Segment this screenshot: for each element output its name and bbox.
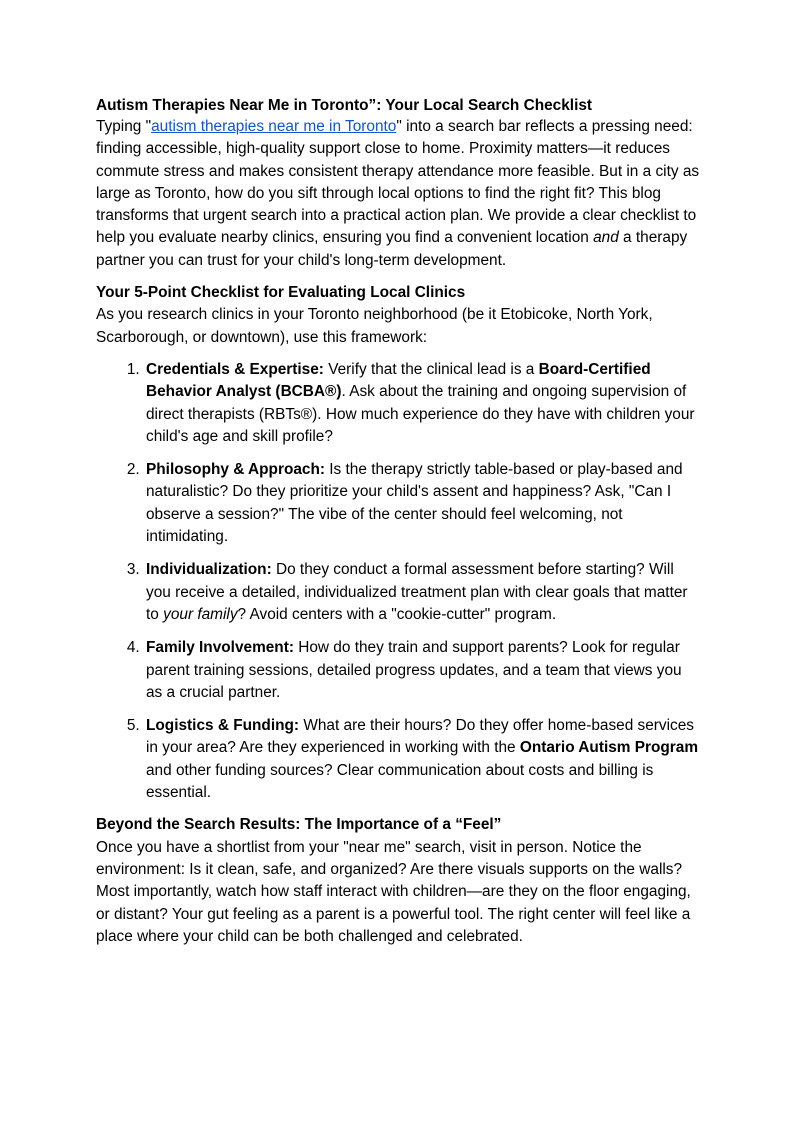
item-text: What are their hours? Do they offer home-based services in your area? Are they experienced in working with the <box>146 717 694 757</box>
item-emphasis: your family <box>163 605 238 623</box>
intro-emphasis: and <box>593 229 619 247</box>
intro-paragraph <box>96 116 702 272</box>
checklist-heading: Your 5-Point Checklist for Evaluating Local Clinics <box>96 284 466 302</box>
item-text: . Ask about the training and ongoing supervision of direct therapists (RBTs®). How much experience do they have with children your child's age and skill profile? <box>146 383 695 445</box>
item-bold: Ontario Autism Program <box>519 739 699 757</box>
item-bold: Board-Certified Behavior Analyst (BCBA®) <box>146 360 651 401</box>
checklist-item-logistics <box>144 715 702 804</box>
item-text: ? Avoid centers with a "cookie-cutter" program. <box>237 605 557 623</box>
search-term-link[interactable]: autism therapies near me in Toronto <box>151 118 397 135</box>
item-label: Credentials & Expertise: <box>146 360 324 378</box>
item-text: Is the therapy strictly table-based or play-based and naturalistic? Do they prioritize your child's assent and happiness? Ask, "Can I observe a session?" The vibe of the center should feel welcoming, not intimidating. <box>146 461 683 546</box>
item-label: Family Involvement: <box>146 639 294 657</box>
item-text: Do they conduct a formal assessment before starting? Will you receive a detailed, individualized treatment plan with clear goals that matter to <box>146 561 688 623</box>
intro-text-2: a therapy partner you can trust for your child's long-term development. <box>96 229 688 269</box>
item-text: Verify that the clinical lead is a <box>323 360 539 378</box>
item-label: Philosophy & Approach: <box>146 461 325 479</box>
checklist-item-credentials <box>144 359 702 448</box>
checklist-item-individualization <box>144 559 702 626</box>
intro-text-1: " into a search bar reflects a pressing need: finding accessible, high-quality support close to home. Proximity matters—it reduces commute stress and makes consistent therapy attendance more feasible. But in a city as large as Toronto, how do you sift through local options to find the right fit? This blog transforms that urgent search into a practical action plan. We provide a clear checklist to help you evaluate nearby clinics, ensuring you find a convenient location <box>96 118 700 247</box>
intro-text-pre: Typing " <box>96 118 152 135</box>
item-text: How do they train and support parents? Look for regular parent training sessions, detailed progress updates, and a team that views you as a crucial partner. <box>146 639 682 701</box>
document-page <box>96 96 702 948</box>
checklist-item-philosophy <box>144 459 702 548</box>
document-title: Autism Therapies Near Me in Toronto”: Your Local Search Checklist <box>96 97 593 114</box>
checklist-intro: As you research clinics in your Toronto neighborhood (be it Etobicoke, North York, Scarborough, or downtown), use this framework: <box>96 306 653 346</box>
checklist-list <box>96 359 702 804</box>
item-label: Individualization: <box>146 561 272 579</box>
beyond-paragraph: Once you have a shortlist from your "near me" search, visit in person. Notice the environment: Is it clean, safe, and organized? Are there visuals supports on the walls? Most importantly, watch how staff interact with children—are they on the floor engaging, or distant? Your gut feeling as a parent is a powerful tool. The right center will feel like a place where your child can be both challenged and celebrated. <box>96 838 691 945</box>
beyond-heading: Beyond the Search Results: The Importance of a “Feel” <box>96 816 502 834</box>
item-text: and other funding sources? Clear communication about costs and billing is essential. <box>146 761 654 802</box>
item-label: Logistics & Funding: <box>146 717 300 735</box>
checklist-item-family <box>144 637 702 704</box>
